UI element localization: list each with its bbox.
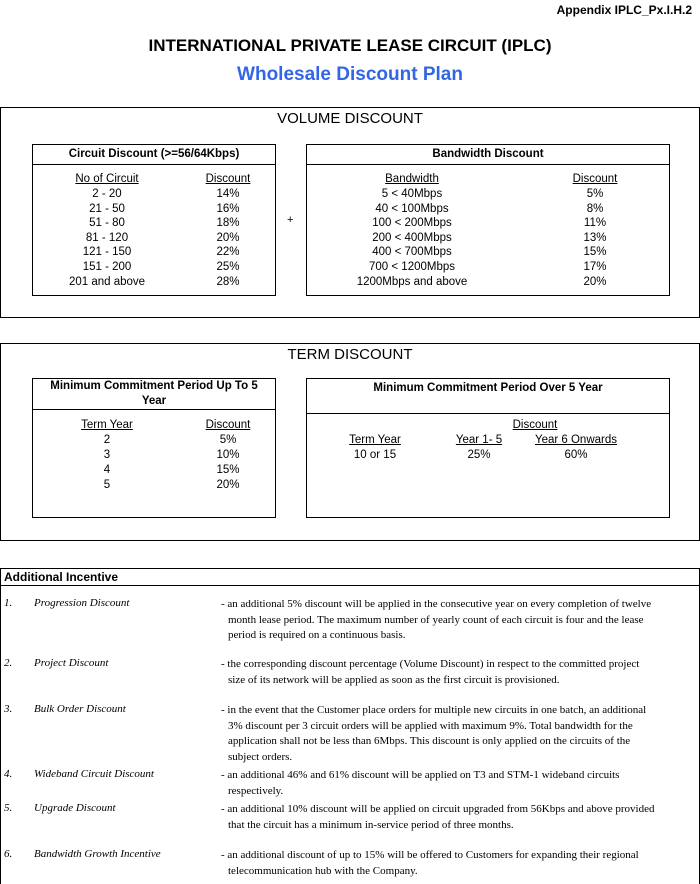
- incentive-name: Progression Discount: [34, 597, 130, 609]
- incentive-description-line: month lease period. The maximum number of yearly count of each circuit is four and the lease: [228, 613, 644, 626]
- incentive-number: 6.: [4, 848, 13, 860]
- appendix-label: Appendix IPLC_Px.I.H.2: [556, 3, 692, 17]
- incentive-description-line: - an additional 10% discount will be applied on circuit upgraded from 56Kbps and above provided: [221, 803, 655, 815]
- incentive-description-line: respectively.: [228, 784, 284, 797]
- incentive-description-line: 3% discount per 3 circuit orders will be applied with maximum 9%. Total bandwidth for the: [228, 719, 633, 732]
- incentive-description-line: application shall not be less than 6Mbps. This discount is only applied on the circuits of the: [228, 735, 631, 747]
- circuit-discount-table: [32, 144, 276, 296]
- incentive-description-line: - an additional 5% discount will be applied in the consecutive year on every completion of twelve: [221, 598, 652, 610]
- bandwidth-range-cell: 200 < 400Mbps: [372, 231, 452, 244]
- incentive-description-line: that the circuit has a minimum in-service period of three months.: [228, 818, 514, 831]
- over5-term-year-header: Term Year: [349, 434, 401, 446]
- incentive-description: [221, 597, 691, 644]
- over5-term-value: 10 or 15: [353, 449, 397, 461]
- discount-col-header: Discount: [205, 173, 251, 185]
- term-year-cell: 4: [103, 464, 111, 476]
- incentive-description: [221, 768, 691, 799]
- additional-incentive-heading: Additional Incentive: [1, 569, 699, 586]
- bandwidth-discount-title: Bandwidth Discount: [307, 145, 669, 165]
- term-year-cell: 5: [103, 479, 111, 491]
- incentive-name: Bulk Order Discount: [34, 703, 126, 715]
- over5-year6-value: 60%: [564, 449, 588, 461]
- bandwidth-discount-cell: 13%: [583, 231, 607, 244]
- term-discount-heading: TERM DISCOUNT: [287, 346, 413, 363]
- over5-year1-5-header: Year 1- 5: [455, 434, 503, 446]
- incentive-description-line: telecommunication hub with the Company.: [228, 864, 418, 877]
- bandwidth-discount-cell: 20%: [583, 275, 607, 288]
- circuit-discount-cell: 28%: [216, 275, 240, 288]
- bandwidth-discount-table: [306, 144, 670, 296]
- circuit-range-cell: 81 - 120: [85, 231, 129, 244]
- plus-sign: +: [287, 214, 294, 226]
- term-discount-col-header: Discount: [205, 419, 251, 431]
- bandwidth-discount-cell: 5%: [586, 188, 604, 200]
- over5-discount-label: Discount: [512, 419, 558, 431]
- bandwidth-range-cell: 1200Mbps and above: [356, 275, 468, 288]
- incentive-description-line: - the corresponding discount percentage (Volume Discount) in respect to the committed project: [221, 658, 640, 670]
- circuit-col-header: No of Circuit: [75, 173, 139, 185]
- incentive-description-line: period is required on a continuous basis.: [228, 629, 406, 641]
- incentive-description: [221, 703, 691, 765]
- bandwidth-discount-cell: 15%: [583, 246, 607, 259]
- circuit-discount-title: Circuit Discount (>=56/64Kbps): [33, 145, 275, 165]
- bandwidth-range-cell: 400 < 700Mbps: [372, 246, 452, 259]
- term-discount-section: [0, 343, 700, 541]
- incentive-name: Project Discount: [34, 657, 109, 669]
- incentive-description-line: - in the event that the Customer place orders for multiple new circuits in one batch, an additional: [221, 704, 647, 716]
- term-discount-cell: 15%: [216, 464, 240, 476]
- term-discount-cell: 20%: [216, 479, 240, 491]
- bandwidth-range-cell: 700 < 1200Mbps: [369, 261, 455, 273]
- volume-discount-heading: VOLUME DISCOUNT: [277, 110, 423, 127]
- term-upto5-table: [32, 378, 276, 518]
- term-over5-table: [306, 378, 670, 518]
- bandwidth-discount-cell: 17%: [583, 261, 607, 273]
- incentive-description: [221, 802, 691, 833]
- bandwidth-discount-col-header: Discount: [572, 173, 618, 185]
- incentive-description-line: - an additional discount of up to 15% will be offered to Customers for expanding their regional: [221, 849, 639, 861]
- term-year-cell: 2: [103, 434, 111, 446]
- bandwidth-range-cell: 100 < 200Mbps: [372, 217, 452, 230]
- circuit-discount-cell: 22%: [216, 246, 240, 259]
- circuit-range-cell: 121 - 150: [82, 246, 132, 259]
- term-over5-title: Minimum Commitment Period Over 5 Year: [307, 379, 669, 414]
- bandwidth-discount-cell: 11%: [583, 217, 607, 230]
- circuit-range-cell: 21 - 50: [89, 202, 125, 215]
- additional-incentive-section: [0, 568, 700, 884]
- over5-year1-5-value: 25%: [467, 449, 491, 461]
- incentive-name: Bandwidth Growth Incentive: [34, 848, 161, 860]
- term-discount-cell: 5%: [219, 434, 237, 446]
- incentive-description-line: subject orders.: [228, 750, 293, 763]
- bandwidth-range-cell: 5 < 40Mbps: [381, 188, 443, 200]
- incentive-number: 3.: [4, 703, 13, 715]
- incentive-number: 4.: [4, 768, 13, 780]
- bandwidth-col-header: Bandwidth: [385, 173, 439, 185]
- circuit-discount-cell: 14%: [216, 188, 240, 200]
- incentive-description: [221, 848, 691, 879]
- over5-year6-header: Year 6 Onwards: [534, 434, 618, 446]
- circuit-range-cell: 201 and above: [68, 275, 146, 288]
- term-year-cell: 3: [103, 449, 111, 461]
- circuit-range-cell: 2 - 20: [92, 188, 122, 200]
- volume-discount-section: [0, 107, 700, 318]
- circuit-discount-cell: 25%: [216, 261, 240, 273]
- page-subtitle: Wholesale Discount Plan: [237, 64, 463, 85]
- term-year-col-header: Term Year: [81, 419, 133, 431]
- incentive-name: Upgrade Discount: [34, 802, 116, 814]
- circuit-discount-cell: 20%: [216, 231, 240, 244]
- bandwidth-discount-cell: 8%: [586, 202, 604, 215]
- incentive-description-line: - an additional 46% and 61% discount will be applied on T3 and STM-1 wideband circuits: [221, 769, 620, 781]
- circuit-range-cell: 151 - 200: [82, 261, 132, 273]
- circuit-range-cell: 51 - 80: [89, 217, 125, 230]
- circuit-discount-cell: 16%: [216, 202, 240, 215]
- incentive-number: 2.: [4, 657, 13, 669]
- circuit-discount-cell: 18%: [216, 217, 240, 230]
- incentive-description-line: size of its network will be applied as soon as the first circuit is provisioned.: [228, 673, 560, 686]
- incentive-description: [221, 657, 691, 688]
- incentive-name: Wideband Circuit Discount: [34, 768, 154, 780]
- bandwidth-range-cell: 40 < 100Mbps: [375, 202, 449, 215]
- page-title: INTERNATIONAL PRIVATE LEASE CIRCUIT (IPLC): [148, 36, 552, 55]
- term-discount-cell: 10%: [216, 449, 240, 461]
- incentive-number: 5.: [4, 802, 13, 814]
- incentive-number: 1.: [4, 597, 13, 609]
- term-upto5-title: Minimum Commitment Period Up To 5 Year: [33, 379, 275, 410]
